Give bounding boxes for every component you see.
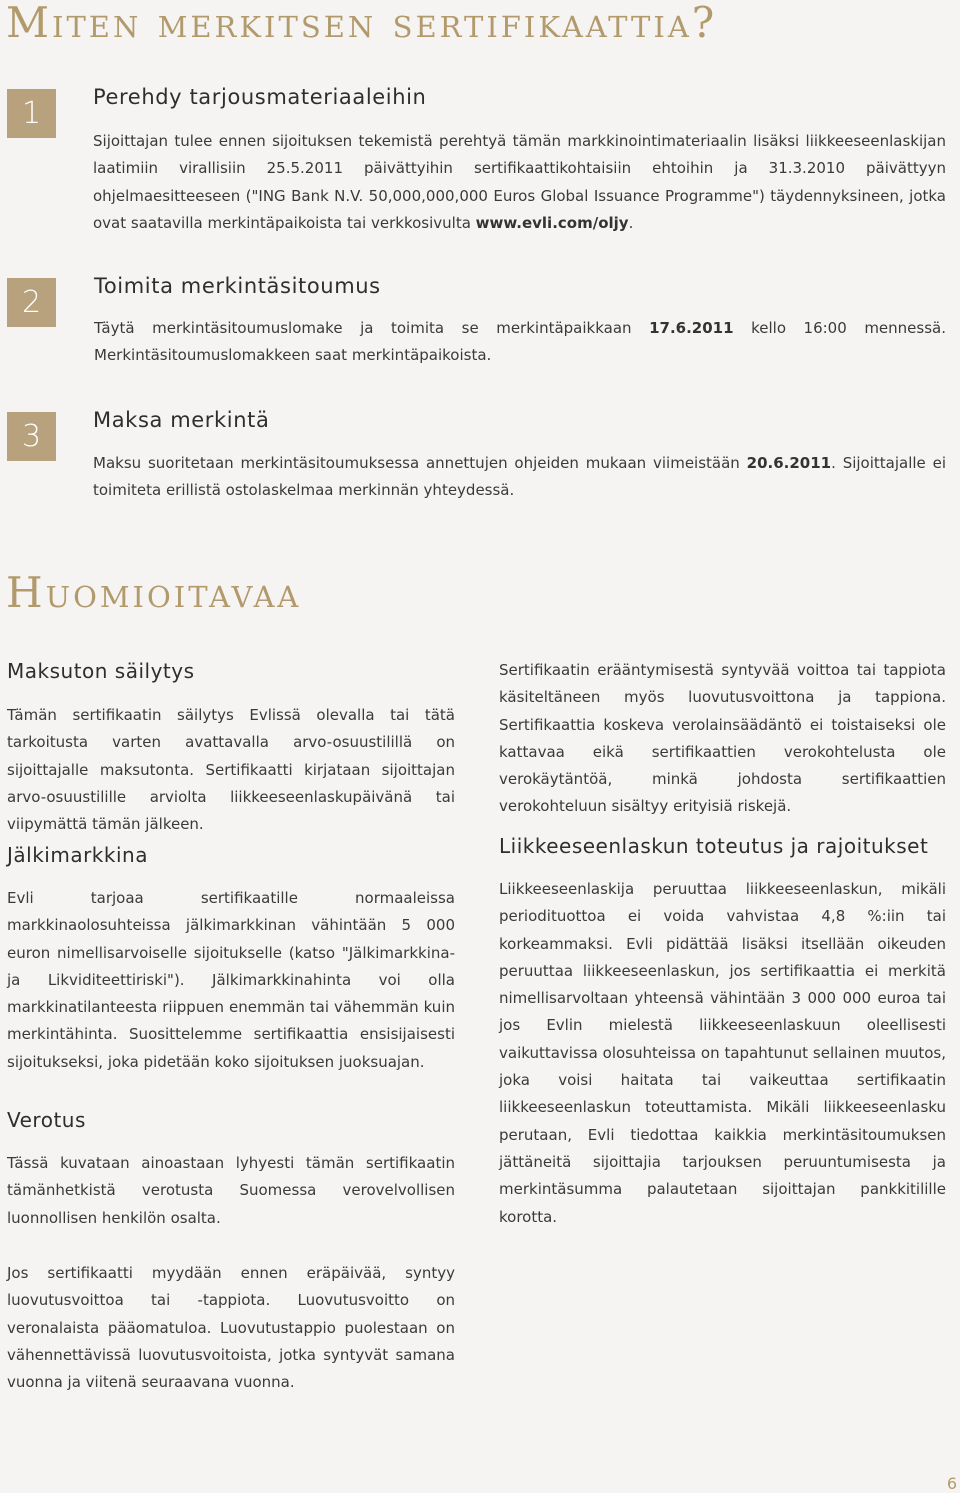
section-title-issuance: Liikkeeseenlaskun toteutus ja rajoitukset bbox=[499, 834, 929, 858]
step-text bbox=[94, 315, 946, 370]
taxation-text-2: Jos sertifikaatti myydään ennen eräpäivää, syntyy luovutusvoittoa tai -tappiota. Luovutusvoitto on veronalaista pääomatuloa. Luovutustappio puolestaan on vähennettävissä luovutusvoitoista, jotka syntyvät samana vuonna ja viitenä seuraavana vuonna. bbox=[7, 1264, 455, 1392]
payment-date: 20.6.2011 bbox=[746, 454, 832, 472]
maturity-text: Sertifikaatin erääntymisestä syntyvää voittoa tai tappiota käsiteltäneen myös luovutusvoittona ja tappiona. Sertifikaattia koskeva verolainsäädäntö ei toistaiseksi ole kattavaa eikä sertifikaattien verokohtelusta ole verokäytäntöä, minkä johdosta sertifikaattien verokohteluun sisältyy erityisiä riskejä. bbox=[499, 661, 946, 816]
step-number-badge: 3 bbox=[7, 412, 56, 461]
step-text-body: Täytä merkintäsitoumuslomake ja toimita se merkintäpaikkaan bbox=[94, 319, 650, 337]
step-text bbox=[93, 128, 946, 237]
custody-text: Tämän sertifikaatin säilytys Evlissä olevalla tai tätä tarkoitusta varten avattavalla arvo-osuustilillä on sijoittajalle maksutonta. Sertifikaatti kirjataan sijoittajan arvo-osuustilille arviolta liikkeeseenlaskupäivänä tai viipymättä tämän jälkeen. bbox=[7, 706, 455, 834]
step-text bbox=[93, 450, 946, 505]
step-title: Perehdy tarjousmateriaaleihin bbox=[93, 85, 427, 109]
step-text-end: . bbox=[628, 213, 634, 232]
step-text-end: kello 16:00 mennessä. Merkintäsitoumuslomakkeen saat merkintäpaikoista. bbox=[94, 319, 946, 365]
section-title-custody: Maksuton säilytys bbox=[7, 659, 195, 683]
deadline-date: 17.6.2011 bbox=[649, 319, 734, 337]
page-number: 6 bbox=[946, 1474, 957, 1493]
step-title: Maksa merkintä bbox=[93, 408, 270, 432]
step-title: Toimita merkintäsitoumus bbox=[94, 274, 381, 298]
step-text-body: Sijoittajan tulee ennen sijoituksen tekemistä perehtyä tämän markkinointimateriaalin lisäksi liikkeeseenlaskijan laatimiin virallisiin 25.5.2011 päivättyihin sertifikaattikohtaisiin ehtoihin ja 31.3.2010 päivättyyn ohjelmaesitteeseen ("ING Bank N.V. 50,000,000,000 Euros Global Issuance Programme") täydennyksineen, jotka ovat saatavilla merkintäpaikoista tai verkkosivulta bbox=[93, 132, 946, 232]
secondary-market-text: Evli tarjoaa sertifikaatille normaaleissa markkinaolosuhteissa jälkimarkkinan vähintään 5 000 euron nimellisarvoiselle sijoitukselle (katso "Jälkimarkkina- ja Likviditeettiriski"). Jälkimarkkinahinta voi olla markkinatilanteesta riippuen enemmän tai vähemmän kuin merkintähinta. Suosittelemme sertifikaattia ensisijaisesti sijoitukseksi, joka pidetään koko sijoituksen juoksuajan. bbox=[7, 889, 455, 1071]
step-number-badge: 1 bbox=[7, 89, 56, 138]
page-title: Miten merkitsen sertifikaattia? bbox=[6, 0, 718, 47]
issuance-text: Liikkeeseenlaskija peruuttaa liikkeeseenlaskun, mikäli periodituottoa ei voida vahvistaa 4,8 %:iin tai korkeammaksi. Evli pidättää lisäksi itsellään oikeuden peruuttaa liikkeeseenlaskun, jos sertifikaattia ei merkitä nimellisarvoltaan yhteensä vähintään 3 000 000 euroa tai jos Evlin mielestä liikkeeseenlaskuun oleellisesti vaikuttavissa olosuhteissa on tapahtunut sellainen muutos, joka voisi haitata tai vaikeuttaa sertifikaatin liikkeeseenlaskun toteuttamista. Mikäli liikkeeseenlasku perutaan, Evli tiedottaa kaikkia merkintäsitoumuksen jättäneitä sijoittajia tarjouksen peruuntumisesta ja merkintäsumma palautetaan sijoittajan pankkitilille korotta. bbox=[499, 880, 946, 1226]
notes-title: Huomioitavaa bbox=[6, 568, 302, 617]
step-text-end: . Sijoittajalle ei toimiteta erillistä ostolaskelmaa merkinnän yhteydessä. bbox=[93, 454, 946, 500]
step-number-badge: 2 bbox=[7, 278, 56, 327]
section-title-secondary-market: Jälkimarkkina bbox=[7, 843, 148, 867]
taxation-text: Tässä kuvataan ainoastaan lyhyesti tämän sertifikaatin tämänhetkistä verotusta Suomessa verovelvollisen luonnollisen henkilön osalta. bbox=[7, 1154, 455, 1227]
website-link[interactable]: www.evli.com/oljy bbox=[475, 213, 629, 232]
step-text-body: Maksu suoritetaan merkintäsitoumuksessa annettujen ohjeiden mukaan viimeistään bbox=[93, 454, 747, 472]
section-title-taxation: Verotus bbox=[7, 1108, 86, 1132]
